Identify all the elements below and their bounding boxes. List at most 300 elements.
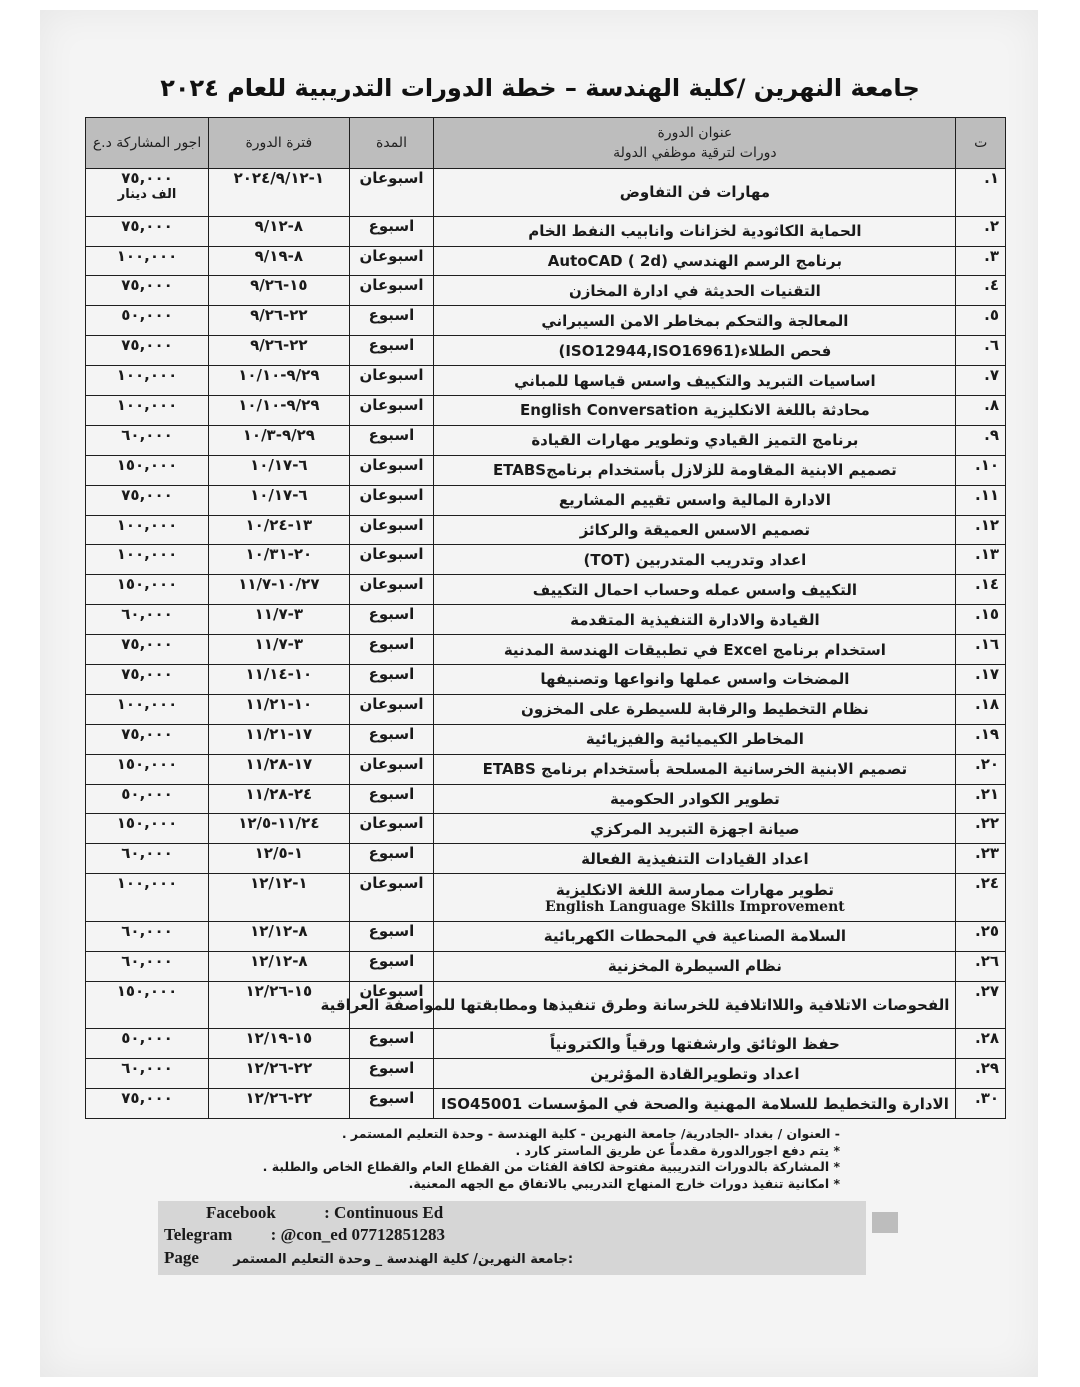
row-number-text: .١١	[974, 485, 999, 504]
header-fee: اجور المشاركة د.ع	[86, 118, 209, 169]
row-duration	[349, 575, 434, 605]
row-number-text: .٢٥	[974, 921, 999, 940]
note-participation: * المشاركة بالدورات التدريبية مفتوحة لكافة الفئات من القطاع العام والقطاع الخاص والطلبة .	[262, 1159, 840, 1174]
row-course-title	[434, 921, 956, 951]
facebook-row	[206, 1203, 443, 1223]
row-number-text: .٢٤	[974, 874, 999, 893]
row-course-title	[434, 366, 956, 396]
row-fee	[86, 336, 209, 366]
row-period	[209, 395, 350, 425]
row-fee	[86, 1059, 209, 1089]
row-number-text: .٤	[984, 276, 999, 295]
row-course-title	[434, 575, 956, 605]
row-number	[956, 366, 1006, 396]
facebook-label: Facebook	[206, 1203, 276, 1222]
row-number	[956, 485, 1006, 515]
row-period	[209, 1029, 350, 1059]
row-number-text: .٢٦	[974, 951, 999, 970]
row-fee-text: ١٥٠,٠٠٠	[116, 981, 178, 1000]
note-custom-courses: * امكانية تنفيذ دورات خارج المنهاج التدريبي بالاتفاق مع الجهه المعنية.	[408, 1175, 840, 1191]
row-course-title-text: حفظ الوثائق وارشفتها ورقياً والكترونياً	[549, 1034, 840, 1053]
page-row	[164, 1248, 573, 1268]
row-duration-text: اسبوعان	[359, 754, 424, 773]
row-duration	[349, 724, 434, 754]
row-fee	[86, 694, 209, 724]
row-course-title-text: اساسيات التبريد والتكييف واسس قياسها للمباني	[514, 371, 876, 390]
row-duration	[349, 276, 434, 306]
row-period-text: ١٠/٢٧-١١/٧	[238, 575, 320, 594]
row-duration-text: اسبوعان	[359, 981, 424, 1000]
row-fee-text: ٧٥,٠٠٠	[121, 1089, 173, 1108]
row-number	[956, 169, 1006, 217]
table-row	[86, 515, 1006, 545]
row-duration	[349, 306, 434, 336]
row-fee-text: ٥٠,٠٠٠	[121, 1029, 173, 1048]
row-fee-text: ٥٠,٠٠٠	[121, 784, 173, 803]
row-duration	[349, 1089, 434, 1119]
table-row	[86, 981, 1006, 1029]
row-fee	[86, 366, 209, 396]
row-course-title-text: تصميم الاسس العميقة والركائز	[579, 520, 811, 539]
row-fee	[86, 575, 209, 605]
row-duration-text: اسبوع	[368, 1029, 415, 1048]
row-course-title	[434, 724, 956, 754]
row-duration-text: اسبوع	[368, 336, 415, 355]
row-duration	[349, 545, 434, 575]
row-duration	[349, 1059, 434, 1089]
row-course-title-text: اعداد وتدريب المتدربين (TOT)	[583, 550, 807, 569]
table-row	[86, 336, 1006, 366]
row-period-text: ٢٤-١١/٢٨	[245, 784, 313, 803]
table-row	[86, 306, 1006, 336]
row-period	[209, 276, 350, 306]
row-course-title-text: برنامج التميز القيادي وتطوير مهارات القيادة	[531, 431, 859, 450]
row-period	[209, 754, 350, 784]
table-row	[86, 1059, 1006, 1089]
table-row	[86, 216, 1006, 246]
row-fee	[86, 635, 209, 665]
row-period	[209, 814, 350, 844]
row-period	[209, 874, 350, 922]
row-period-text: ١٠-١١/٢١	[245, 694, 313, 713]
row-fee	[86, 455, 209, 485]
row-number-text: .٦	[984, 336, 999, 355]
row-course-title-text: اعداد القيادات التنفيذية الفعالة	[581, 849, 809, 868]
row-number-text: .٢٩	[974, 1059, 999, 1078]
row-fee	[86, 844, 209, 874]
row-duration-text: اسبوعان	[359, 874, 424, 893]
row-duration	[349, 605, 434, 635]
row-fee	[86, 395, 209, 425]
row-number-text: .١٩	[974, 724, 999, 743]
row-number	[956, 455, 1006, 485]
table-row	[86, 485, 1006, 515]
header-course-title-text: عنوان الدورة	[657, 125, 733, 141]
row-number-text: .٧	[984, 366, 999, 385]
document-title: جامعة النهرين /كلية الهندسة – خطة الدورات التدريبية للعام ٢٠٢٤	[160, 74, 920, 102]
row-duration	[349, 844, 434, 874]
row-duration	[349, 694, 434, 724]
row-course-title-text: الفحوصات الاتلافية واللااتلافية للخرسانة وطرق تنفيذها ومطابقتها للمواصفة العراقية	[320, 995, 950, 1014]
table-row	[86, 921, 1006, 951]
row-fee-text: ٦٠,٠٠٠	[121, 921, 173, 940]
row-period-text: ٨-١٢/١٢	[250, 921, 308, 940]
row-fee-text: ٦٠,٠٠٠	[121, 951, 173, 970]
row-duration-text: اسبوع	[368, 724, 415, 743]
row-number-text: .١٦	[974, 635, 999, 654]
row-fee	[86, 921, 209, 951]
row-fee-text: ٥٠,٠٠٠	[121, 306, 173, 325]
row-number	[956, 814, 1006, 844]
row-course-title	[434, 694, 956, 724]
row-course-title-text: المعالجة والتحكم بمخاطر الامن السيبراني	[541, 311, 849, 330]
row-number	[956, 306, 1006, 336]
row-number-text: .٨	[984, 395, 999, 414]
row-number	[956, 246, 1006, 276]
row-number	[956, 874, 1006, 922]
note-payment: * يتم دفع اجورالدورة مقدماً عن طريق الماستر كارد .	[515, 1142, 840, 1158]
row-fee	[86, 664, 209, 694]
row-fee	[86, 605, 209, 635]
row-fee-text: ١٠٠,٠٠٠	[116, 874, 178, 893]
row-period-text: ٢٠-١٠/٣١	[245, 545, 313, 564]
row-course-title-text: تصميم الابنية المقاومة للزلازل بأستخدام برنامجETABS	[492, 461, 897, 480]
row-course-title	[434, 515, 956, 545]
table-row	[86, 635, 1006, 665]
row-period	[209, 216, 350, 246]
row-course-title	[434, 1029, 956, 1059]
row-course-title-text: فحص الطلاء(ISO12944,ISO16961)	[558, 341, 832, 360]
row-fee	[86, 1089, 209, 1119]
table-row	[86, 1089, 1006, 1119]
row-period-text: ١٣-١٠/٢٤	[245, 515, 313, 534]
row-period-text: ١٥-٩/٢٦	[250, 276, 308, 295]
row-course-title	[434, 951, 956, 981]
row-duration	[349, 485, 434, 515]
row-fee	[86, 1029, 209, 1059]
row-course-title	[434, 336, 956, 366]
row-fee	[86, 306, 209, 336]
row-fee-text: ٦٠,٠٠٠	[121, 1059, 173, 1078]
contact-box	[158, 1201, 866, 1275]
row-fee-text: ١٠٠,٠٠٠	[116, 694, 178, 713]
row-number	[956, 694, 1006, 724]
row-course-title	[434, 395, 956, 425]
row-fee-text: ١٥٠,٠٠٠	[116, 754, 178, 773]
row-course-title-text: الادارة والتخطيط للسلامة المهنية والصحة في المؤسسات ISO45001	[440, 1094, 949, 1113]
row-number-text: .١٤	[974, 575, 999, 594]
telegram-label: Telegram	[164, 1225, 233, 1244]
row-duration-text: اسبوعان	[359, 169, 424, 187]
row-fee	[86, 425, 209, 455]
row-period-text: ١٧-١١/٢١	[245, 724, 313, 743]
page-label: Page	[164, 1248, 199, 1267]
row-fee-text: ١٥٠,٠٠٠	[116, 455, 178, 474]
row-course-title	[434, 545, 956, 575]
row-period-text: ٢٢-١٢/٢٦	[245, 1059, 313, 1078]
row-period-text: ٢٢-١٢/٢٦	[245, 1089, 313, 1108]
row-duration-text: اسبوع	[368, 1089, 415, 1108]
header-period: فترة الدورة	[209, 118, 350, 169]
row-duration	[349, 784, 434, 814]
row-period-text: ٨-٩/١٩	[254, 246, 303, 265]
table-row	[86, 754, 1006, 784]
row-course-title-text: برنامج الرسم الهندسي (AutoCAD ( 2d	[547, 251, 842, 270]
row-period-text: ١٥-١٢/١٩	[245, 1029, 313, 1048]
row-number-text: .٢١	[974, 784, 999, 803]
row-number-text: .١٢	[974, 515, 999, 534]
row-fee	[86, 545, 209, 575]
row-duration-text: اسبوعان	[359, 395, 424, 414]
row-number-text: .٢٨	[974, 1029, 999, 1048]
row-period	[209, 306, 350, 336]
row-period	[209, 515, 350, 545]
row-duration-text: اسبوعان	[359, 515, 424, 534]
row-duration-text: اسبوع	[368, 844, 415, 863]
row-course-title	[434, 844, 956, 874]
row-number	[956, 951, 1006, 981]
table-row	[86, 784, 1006, 814]
row-duration-text: اسبوعان	[359, 246, 424, 265]
row-number-text: .١٠	[974, 455, 999, 474]
table-header-row	[86, 118, 1006, 169]
row-duration-text: اسبوعان	[359, 455, 424, 474]
row-fee-text: ٧٥,٠٠٠	[121, 336, 173, 355]
row-course-title-text: الادارة المالية واسس تقييم المشاريع	[558, 491, 831, 510]
row-course-title	[434, 216, 956, 246]
row-number	[956, 395, 1006, 425]
row-duration-text: اسبوعان	[359, 694, 424, 713]
row-fee-text: ٦٠,٠٠٠	[121, 425, 173, 444]
table-row	[86, 814, 1006, 844]
row-fee-text: ٦٠,٠٠٠	[121, 605, 173, 624]
table-row	[86, 951, 1006, 981]
row-duration-text: اسبوع	[368, 306, 415, 325]
row-fee	[86, 246, 209, 276]
row-fee-text: ٧٥,٠٠٠	[121, 276, 173, 295]
row-course-title-text: التقنيات الحديثة في ادارة المخازن	[568, 281, 821, 300]
row-duration	[349, 246, 434, 276]
row-number	[956, 724, 1006, 754]
row-number-text: .٢٧	[974, 981, 999, 1000]
header-number: ت	[956, 118, 1006, 169]
row-fee-text: ٧٥,٠٠٠	[121, 635, 173, 654]
notes-section	[80, 1126, 840, 1192]
row-course-title	[434, 1059, 956, 1089]
row-duration	[349, 874, 434, 922]
row-period	[209, 485, 350, 515]
row-number	[956, 921, 1006, 951]
row-number-text: .٥	[984, 306, 999, 325]
table-row	[86, 1029, 1006, 1059]
row-duration-text: اسبوع	[368, 921, 415, 940]
row-period	[209, 425, 350, 455]
telegram-value: : @con_ed 07712851283	[270, 1225, 446, 1244]
row-course-title-text: التكييف واسس عمله وحساب احمال التكييف	[532, 580, 858, 599]
row-number	[956, 515, 1006, 545]
row-period-text: ٦-١٠/١٧	[250, 485, 308, 504]
row-number	[956, 425, 1006, 455]
row-period	[209, 455, 350, 485]
row-course-title	[434, 1089, 956, 1119]
row-duration	[349, 216, 434, 246]
table-row	[86, 425, 1006, 455]
row-fee-text: ١٠٠,٠٠٠	[116, 366, 178, 385]
row-fee	[86, 216, 209, 246]
row-fee	[86, 169, 209, 217]
row-period-text: ١١/٢٤-١٢/٥	[238, 814, 320, 833]
courses-table	[85, 117, 1006, 1119]
row-period-text: ٦-١٠/١٧	[250, 455, 308, 474]
row-number-text: .١٨	[974, 694, 999, 713]
row-period-text: ١٧-١١/٢٨	[245, 754, 313, 773]
row-fee-text: ٧٥,٠٠٠	[121, 485, 173, 504]
row-course-title-text: المخاطر الكيميائية والفيزيائية	[585, 730, 804, 749]
row-number	[956, 664, 1006, 694]
note-address: - العنوان / بغداد -الجادرية/ جامعة النهرين - كلية الهندسة - وحدة التعليم المستمر .	[341, 1126, 840, 1141]
table-row	[86, 246, 1006, 276]
row-fee	[86, 981, 209, 1029]
page-value: جامعة النهرين/ كلية الهندسة _ وحدة التعليم المستمر:	[233, 1252, 574, 1267]
row-period	[209, 1089, 350, 1119]
row-course-title-english: English Language Skills Improvement	[545, 898, 845, 915]
row-duration	[349, 921, 434, 951]
row-number	[956, 784, 1006, 814]
row-fee	[86, 485, 209, 515]
row-number-text: .١٧	[974, 664, 999, 683]
row-duration-text: اسبوع	[368, 605, 415, 624]
gray-marker	[872, 1212, 898, 1233]
row-fee-text: ٧٥,٠٠٠	[121, 169, 173, 187]
row-fee	[86, 951, 209, 981]
row-course-title	[434, 246, 956, 276]
row-duration	[349, 754, 434, 784]
telegram-row	[164, 1225, 445, 1245]
row-number-text: .٢٣	[974, 844, 999, 863]
row-period-text: ٨-٩/١٢	[254, 216, 303, 235]
row-period-text: ٣-١١/٧	[254, 605, 303, 624]
row-period	[209, 635, 350, 665]
header-course-subtitle: دورات لترقية موظفي الدولة	[613, 145, 777, 161]
row-course-title	[434, 306, 956, 336]
table-row	[86, 455, 1006, 485]
row-number	[956, 545, 1006, 575]
table-row	[86, 169, 1006, 217]
header-course-title	[434, 118, 956, 169]
row-duration	[349, 336, 434, 366]
row-period-text: ٩/٢٩-١٠/١٠	[238, 395, 320, 414]
row-course-title-text: تطوير الكوادر الحكومية	[610, 789, 780, 808]
row-course-title	[434, 635, 956, 665]
row-period	[209, 694, 350, 724]
row-course-title-text: المضخات واسس عملها وانواعها وتصنيفها	[540, 670, 850, 689]
table-row	[86, 395, 1006, 425]
row-fee-text: ١٥٠,٠٠٠	[116, 575, 178, 594]
row-fee	[86, 784, 209, 814]
row-period	[209, 246, 350, 276]
row-fee-text: ٦٠,٠٠٠	[121, 844, 173, 863]
row-period-text: ٢٢-٩/٢٦	[250, 306, 308, 325]
row-duration-text: اسبوع	[368, 635, 415, 654]
row-period-text: ٢٢-٩/٢٦	[250, 336, 308, 355]
row-number	[956, 336, 1006, 366]
row-number	[956, 1029, 1006, 1059]
row-course-title-text: محادثة باللغة الانكليزية English Conversation	[519, 401, 870, 420]
row-course-title	[434, 874, 956, 922]
row-duration-text: اسبوع	[368, 664, 415, 683]
row-period	[209, 921, 350, 951]
row-period-text: ١٥-١٢/٢٦	[245, 981, 313, 1000]
row-number	[956, 754, 1006, 784]
table-row	[86, 664, 1006, 694]
row-period-text: ٨-١٢/١٢	[250, 951, 308, 970]
row-number	[956, 1089, 1006, 1119]
facebook-value: : Continuous Ed	[324, 1203, 444, 1222]
table-row	[86, 545, 1006, 575]
row-course-title	[434, 754, 956, 784]
row-fee	[86, 515, 209, 545]
table-row	[86, 366, 1006, 396]
row-number-text: .٢	[984, 216, 999, 235]
table-row	[86, 874, 1006, 922]
row-duration	[349, 455, 434, 485]
row-number-text: .١	[984, 169, 999, 187]
row-duration	[349, 515, 434, 545]
row-period-text: ٣-١١/٧	[254, 635, 303, 654]
table-row	[86, 724, 1006, 754]
row-fee-text: ٧٥,٠٠٠	[121, 216, 173, 235]
row-period-text: ١٠-١١/١٤	[245, 664, 313, 683]
row-course-title	[434, 784, 956, 814]
table-row	[86, 276, 1006, 306]
row-period-text: ١-٢٠٢٤/٩/١٢	[233, 169, 325, 187]
row-fee-text: ١٠٠,٠٠٠	[116, 515, 178, 534]
row-period	[209, 545, 350, 575]
row-fee	[86, 874, 209, 922]
row-number	[956, 1059, 1006, 1089]
row-period-text: ٩/٢٩-١٠/١٠	[238, 366, 320, 385]
row-course-title-text: اعداد وتطويرالقادة المؤثرين	[590, 1064, 800, 1083]
row-course-title-text: تصميم الابنية الخرسانية المسلحة بأستخدام برنامج ETABS	[482, 760, 908, 779]
row-period-text: ٩/٢٩-١٠/٣	[242, 425, 315, 444]
row-duration-text: اسبوعان	[359, 575, 424, 594]
table-row	[86, 575, 1006, 605]
row-number	[956, 844, 1006, 874]
row-fee-text: ١٠٠,٠٠٠	[116, 246, 178, 265]
row-course-title-text: نظام السيطرة المخزنية	[607, 957, 782, 976]
row-duration-text: اسبوعان	[359, 276, 424, 295]
row-period	[209, 724, 350, 754]
header-duration: المدة	[349, 118, 434, 169]
row-course-title	[434, 814, 956, 844]
row-course-title-text: صيانة اجهزة التبريد المركزي	[590, 819, 800, 838]
row-fee-text: ١٠٠,٠٠٠	[116, 395, 178, 414]
row-duration-text: اسبوع	[368, 216, 415, 235]
row-fee-text: ١٠٠,٠٠٠	[116, 545, 178, 564]
row-course-title	[434, 455, 956, 485]
row-period	[209, 784, 350, 814]
row-duration	[349, 425, 434, 455]
row-duration-text: اسبوعان	[359, 485, 424, 504]
row-course-title-text: نظام التخطيط والرقابة للسيطرة على المخزون	[521, 700, 869, 719]
row-period	[209, 605, 350, 635]
row-number-text: .٢٢	[974, 814, 999, 833]
row-period	[209, 951, 350, 981]
row-period-text: ١-١٢/٥	[254, 844, 303, 863]
row-fee	[86, 754, 209, 784]
row-period	[209, 336, 350, 366]
row-fee-unit: الف دينار	[117, 187, 177, 202]
